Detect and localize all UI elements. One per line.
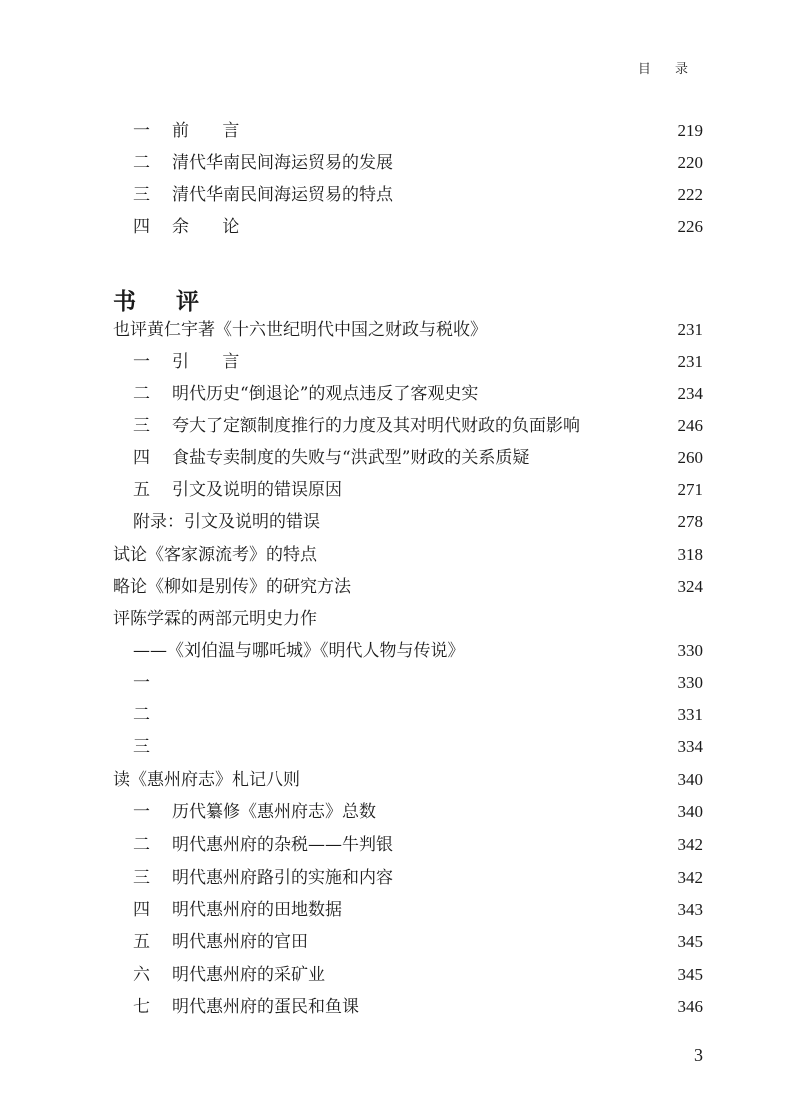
entry-page: 234 xyxy=(677,384,703,403)
toc-entry xyxy=(0,732,800,762)
entry-page: 260 xyxy=(677,448,703,467)
toc-entry xyxy=(0,180,800,210)
entry-title: 明代惠州府的采矿业 xyxy=(172,965,325,985)
entry-number: 三 xyxy=(133,868,150,888)
toc-entry xyxy=(0,347,800,377)
toc-entry xyxy=(0,992,800,1022)
entry-number: 五 xyxy=(133,932,150,952)
entry-title: 明代惠州府的官田 xyxy=(172,932,308,952)
toc-entry xyxy=(0,572,800,602)
entry-title: 引 言 xyxy=(172,352,254,372)
entry-page: 231 xyxy=(677,320,703,339)
toc-entry xyxy=(0,895,800,925)
entry-title: 明代惠州府的田地数据 xyxy=(172,900,342,920)
entry-page: 345 xyxy=(677,965,703,984)
entry-title: 历代纂修《惠州府志》总数 xyxy=(172,802,376,822)
entry-page: 334 xyxy=(677,737,703,756)
toc-entry xyxy=(0,379,800,409)
entry-page: 346 xyxy=(677,997,703,1016)
toc-entry xyxy=(0,863,800,893)
entry-title: ——《刘伯温与哪吒城》《明代人物与传说》 xyxy=(133,641,465,661)
entry-number: 二 xyxy=(133,384,150,404)
toc-entry xyxy=(0,411,800,441)
toc-entry xyxy=(0,700,800,730)
entry-number: 四 xyxy=(133,900,150,920)
entry-title: 明代惠州府的蛋民和鱼课 xyxy=(172,997,359,1017)
entry-page: 226 xyxy=(677,217,703,236)
entry-page: 331 xyxy=(677,705,703,724)
entry-page: 231 xyxy=(677,352,703,371)
entry-page: 219 xyxy=(677,121,703,140)
entry-number: 七 xyxy=(133,997,150,1017)
section-heading: 书 评 xyxy=(113,288,216,315)
entry-number: 六 xyxy=(133,965,150,985)
entry-page: 220 xyxy=(677,153,703,172)
running-head: 目 录 xyxy=(637,62,698,77)
toc-entry xyxy=(0,797,800,827)
entry-title: 清代华南民间海运贸易的发展 xyxy=(172,153,393,173)
entry-title: 清代华南民间海运贸易的特点 xyxy=(172,185,393,205)
entry-number: 一 xyxy=(133,352,150,372)
entry-title: 明代历史“倒退论”的观点违反了客观史实 xyxy=(172,384,479,404)
entry-number: 三 xyxy=(133,737,150,757)
entry-number: 二 xyxy=(133,705,150,725)
entry-number: 三 xyxy=(133,185,150,205)
entry-title: 试论《客家源流考》的特点 xyxy=(113,545,317,565)
entry-page: 278 xyxy=(677,512,703,531)
page-number: 3 xyxy=(694,1045,703,1065)
entry-page: 271 xyxy=(677,480,703,499)
entry-title: 前 言 xyxy=(172,121,254,141)
entry-number: 一 xyxy=(133,802,150,822)
entry-title: 余 论 xyxy=(172,217,254,237)
entry-page: 318 xyxy=(677,545,703,564)
entry-title: 引文及说明的错误原因 xyxy=(172,480,342,500)
entry-title: 附录：引文及说明的错误 xyxy=(133,512,320,532)
entry-number: 二 xyxy=(133,835,150,855)
toc-entry xyxy=(0,540,800,570)
entry-title: 明代惠州府的杂税——牛判银 xyxy=(172,835,393,855)
entry-title: 也评黄仁宇著《十六世纪明代中国之财政与税收》 xyxy=(113,320,487,340)
toc-entry xyxy=(0,148,800,178)
toc-entry xyxy=(0,507,800,537)
entry-number: 五 xyxy=(133,480,150,500)
entry-page: 330 xyxy=(677,641,703,660)
entry-page: 324 xyxy=(677,577,703,596)
toc-entry xyxy=(0,636,800,666)
entry-page: 246 xyxy=(677,416,703,435)
toc-entry xyxy=(0,443,800,473)
entry-number: 四 xyxy=(133,217,150,237)
entry-title: 明代惠州府路引的实施和内容 xyxy=(172,868,393,888)
entry-page: 340 xyxy=(677,770,703,789)
entry-number: 一 xyxy=(133,121,150,141)
entry-number: 三 xyxy=(133,416,150,436)
entry-number: 一 xyxy=(133,673,150,693)
entry-title: 食盐专卖制度的失败与“洪武型”财政的关系质疑 xyxy=(172,448,530,468)
toc-entry xyxy=(0,475,800,505)
toc-entry xyxy=(0,315,800,345)
toc-entry xyxy=(0,765,800,795)
toc-entry xyxy=(0,927,800,957)
entry-page: 222 xyxy=(677,185,703,204)
entry-page: 342 xyxy=(677,868,703,887)
entry-title: 略论《柳如是别传》的研究方法 xyxy=(113,577,351,597)
toc-entry xyxy=(0,116,800,146)
toc-entry xyxy=(0,604,800,634)
toc-entry xyxy=(0,668,800,698)
entry-page: 340 xyxy=(677,802,703,821)
entry-page: 343 xyxy=(677,900,703,919)
toc-entry xyxy=(0,960,800,990)
entry-page: 342 xyxy=(677,835,703,854)
entry-title: 读《惠州府志》札记八则 xyxy=(113,770,300,790)
entry-title: 评陈学霖的两部元明史力作 xyxy=(113,609,317,629)
entry-number: 二 xyxy=(133,153,150,173)
entry-page: 330 xyxy=(677,673,703,692)
entry-page: 345 xyxy=(677,932,703,951)
toc-entry xyxy=(0,830,800,860)
entry-title: 夸大了定额制度推行的力度及其对明代财政的负面影响 xyxy=(172,416,580,436)
toc-entry xyxy=(0,212,800,242)
entry-number: 四 xyxy=(133,448,150,468)
